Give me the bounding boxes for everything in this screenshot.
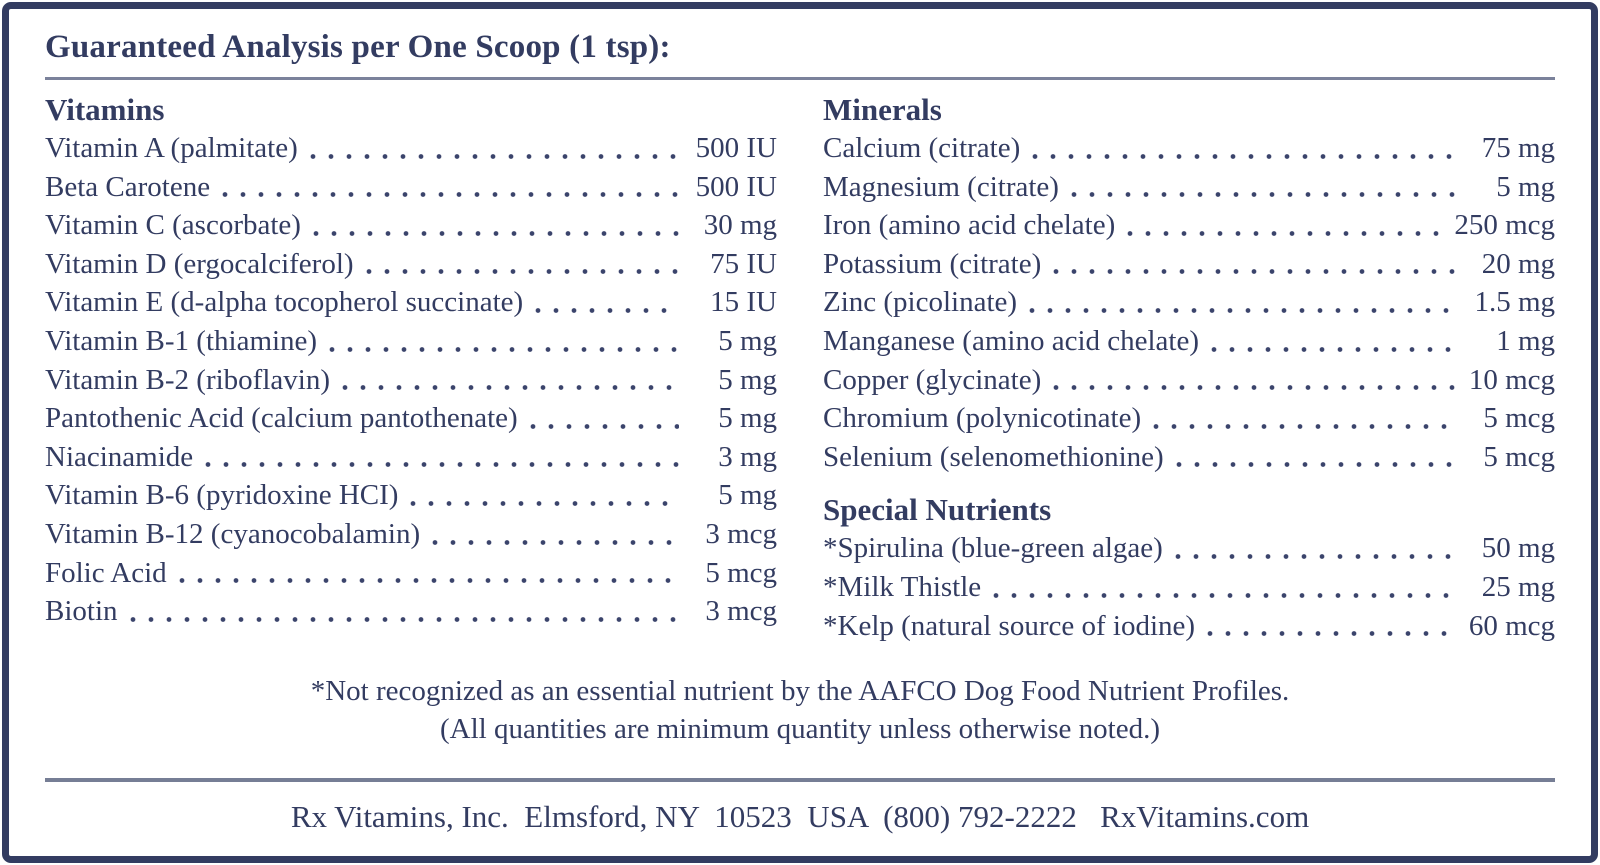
vitamins-heading: Vitamins bbox=[45, 92, 165, 127]
dot-leader bbox=[432, 539, 679, 546]
nutrient-amount: 1.5 mg bbox=[1474, 286, 1555, 319]
dot-leader bbox=[535, 307, 679, 314]
nutrient-row bbox=[823, 568, 1555, 607]
nutrient-row bbox=[45, 399, 777, 438]
footer-divider bbox=[45, 778, 1555, 782]
dot-leader bbox=[179, 577, 679, 584]
dot-leader bbox=[1029, 307, 1457, 314]
nutrient-name: Zinc (picolinate) bbox=[823, 286, 1018, 319]
nutrient-amount: 5 mcg bbox=[1483, 440, 1555, 473]
nutrient-amount: 75 mg bbox=[1481, 132, 1555, 164]
minerals-column bbox=[823, 84, 1555, 645]
nutrient-name: Folic Acid bbox=[45, 556, 167, 589]
nutrient-amount: 5 mg bbox=[718, 402, 777, 435]
nutrient-name: *Milk Thistle bbox=[823, 570, 982, 603]
special-nutrients-list bbox=[823, 529, 1555, 645]
nutrient-row bbox=[45, 322, 777, 361]
dot-leader bbox=[1053, 384, 1457, 391]
dot-leader bbox=[1053, 268, 1457, 275]
nutrient-name: *Kelp (natural source of iodine) bbox=[823, 609, 1196, 642]
dot-leader bbox=[310, 153, 679, 160]
nutrient-amount: 10 mcg bbox=[1468, 363, 1555, 396]
nutrient-amount: 50 mg bbox=[1481, 532, 1555, 565]
nutrient-row bbox=[823, 399, 1555, 438]
nutrient-columns bbox=[45, 84, 1555, 645]
dot-leader bbox=[329, 346, 679, 353]
nutrient-name: *Spirulina (blue-green algae) bbox=[823, 532, 1163, 565]
nutrient-name: Selenium (selenomethionine) bbox=[823, 440, 1164, 473]
minerals-heading: Minerals bbox=[823, 92, 942, 127]
nutrient-row bbox=[45, 283, 777, 322]
nutrient-amount: 20 mg bbox=[1481, 247, 1555, 280]
minerals-list bbox=[823, 129, 1555, 476]
dot-leader bbox=[1071, 191, 1457, 198]
dot-leader bbox=[410, 500, 679, 507]
nutrient-name: Vitamin D (ergocalciferol) bbox=[45, 247, 354, 280]
nutrient-row bbox=[45, 206, 777, 245]
nutrient-amount: 30 mg bbox=[703, 209, 777, 242]
nutrient-name: Biotin bbox=[45, 595, 118, 628]
dot-leader bbox=[342, 384, 679, 391]
dot-leader bbox=[205, 461, 679, 468]
dot-leader bbox=[530, 423, 679, 430]
footnote-line-1: *Not recognized as an essential nutrient by the AAFCO Dog Food Nutrient Profiles. bbox=[310, 675, 1290, 708]
nutrient-row bbox=[45, 361, 777, 400]
nutrient-amount: 60 mcg bbox=[1468, 609, 1555, 642]
special-nutrients-heading: Special Nutrients bbox=[823, 492, 1052, 528]
nutrient-row bbox=[45, 245, 777, 284]
dot-leader bbox=[313, 230, 679, 237]
nutrient-row bbox=[823, 322, 1555, 361]
nutrient-row bbox=[823, 245, 1555, 284]
title-divider bbox=[45, 77, 1555, 80]
nutrient-row bbox=[823, 607, 1555, 646]
nutrient-amount: 5 mg bbox=[1496, 170, 1555, 203]
nutrient-name: Vitamin E (d-alpha tocopherol succinate) bbox=[45, 286, 524, 319]
dot-leader bbox=[1032, 153, 1457, 160]
vitamins-column bbox=[45, 84, 777, 645]
nutrient-amount: 5 mg bbox=[718, 324, 777, 357]
nutrient-name: Vitamin B-6 (pyridoxine HCI) bbox=[45, 479, 399, 512]
guaranteed-analysis-label bbox=[2, 2, 1598, 863]
nutrient-amount: 250 mcg bbox=[1454, 209, 1555, 242]
nutrient-name: Vitamin A (palmitate) bbox=[45, 132, 298, 164]
nutrient-row bbox=[823, 168, 1555, 207]
dot-leader bbox=[1211, 346, 1457, 353]
nutrient-amount: 15 IU bbox=[710, 286, 777, 319]
nutrient-row bbox=[45, 129, 777, 168]
nutrient-amount: 1 mg bbox=[1496, 324, 1555, 357]
nutrient-amount: 500 IU bbox=[695, 132, 777, 164]
nutrient-row bbox=[45, 168, 777, 207]
footnote-line-2: (All quantities are minimum quantity unless otherwise noted.) bbox=[439, 713, 1161, 746]
dot-leader bbox=[1127, 230, 1446, 237]
page-title: Guaranteed Analysis per One Scoop (1 tsp): bbox=[45, 29, 671, 65]
nutrient-amount: 75 IU bbox=[710, 247, 777, 280]
nutrient-row bbox=[823, 529, 1555, 568]
nutrient-amount: 25 mg bbox=[1481, 570, 1555, 603]
nutrient-name: Calcium (citrate) bbox=[823, 132, 1021, 164]
dot-leader bbox=[1207, 630, 1457, 637]
nutrient-name: Vitamin B-12 (cyanocobalamin) bbox=[45, 517, 421, 550]
nutrient-row bbox=[45, 554, 777, 593]
company-info: Rx Vitamins, Inc. Elmsford, NY 10523 USA (800) 792-2222 RxVitamins.com bbox=[290, 799, 1310, 835]
nutrient-name: Vitamin C (ascorbate) bbox=[45, 209, 301, 242]
dot-leader bbox=[222, 191, 679, 198]
nutrient-name: Niacinamide bbox=[45, 440, 194, 473]
vitamins-list bbox=[45, 129, 777, 631]
dot-leader bbox=[1176, 461, 1457, 468]
nutrient-name: Vitamin B-2 (riboflavin) bbox=[45, 363, 330, 396]
nutrient-amount: 3 mg bbox=[718, 440, 777, 473]
nutrient-amount: 5 mg bbox=[718, 479, 777, 512]
nutrient-name: Beta Carotene bbox=[45, 170, 211, 203]
nutrient-name: Magnesium (citrate) bbox=[823, 170, 1059, 203]
nutrient-row bbox=[823, 129, 1555, 168]
nutrient-row bbox=[823, 361, 1555, 400]
nutrient-amount: 3 mcg bbox=[705, 595, 777, 628]
dot-leader bbox=[993, 592, 1457, 599]
nutrient-amount: 3 mcg bbox=[705, 517, 777, 550]
nutrient-name: Copper (glycinate) bbox=[823, 363, 1042, 396]
nutrient-row bbox=[823, 283, 1555, 322]
nutrient-row bbox=[45, 476, 777, 515]
nutrient-amount: 5 mg bbox=[718, 363, 777, 396]
nutrient-row bbox=[45, 438, 777, 477]
nutrient-name: Potassium (citrate) bbox=[823, 247, 1042, 280]
nutrient-name: Iron (amino acid chelate) bbox=[823, 209, 1116, 242]
nutrient-amount: 5 mcg bbox=[1483, 402, 1555, 435]
nutrient-row bbox=[45, 515, 777, 554]
dot-leader bbox=[1153, 423, 1457, 430]
nutrient-amount: 5 mcg bbox=[705, 556, 777, 589]
nutrient-row bbox=[823, 206, 1555, 245]
dot-leader bbox=[1175, 553, 1457, 560]
nutrient-amount: 500 IU bbox=[695, 170, 777, 203]
nutrient-name: Vitamin B-1 (thiamine) bbox=[45, 324, 318, 357]
footnotes bbox=[45, 672, 1555, 748]
nutrient-name: Pantothenic Acid (calcium pantothenate) bbox=[45, 402, 518, 435]
dot-leader bbox=[366, 268, 679, 275]
nutrient-row bbox=[45, 592, 777, 631]
dot-leader bbox=[130, 616, 679, 623]
nutrient-row bbox=[823, 438, 1555, 477]
nutrient-name: Manganese (amino acid chelate) bbox=[823, 324, 1200, 357]
nutrient-name: Chromium (polynicotinate) bbox=[823, 402, 1142, 435]
